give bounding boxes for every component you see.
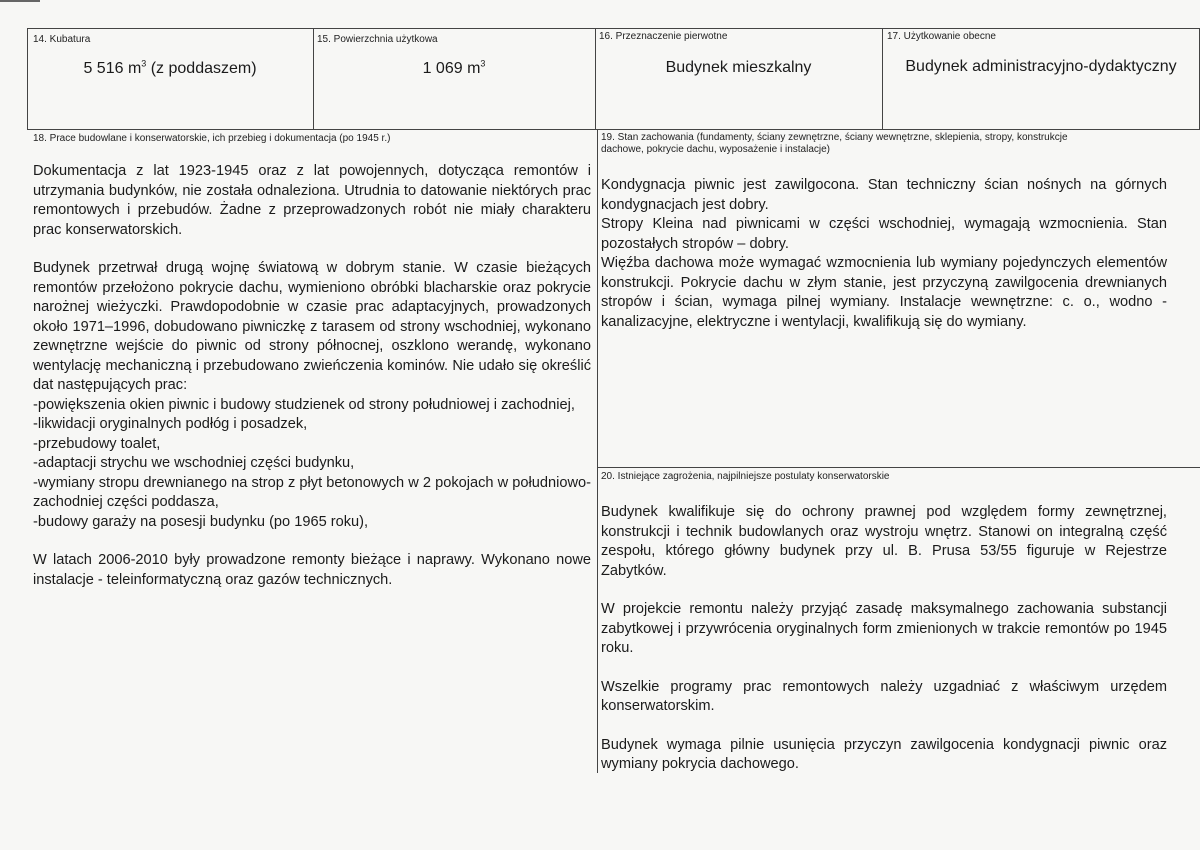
form-sheet [27, 28, 1200, 773]
prace-paragraph-3: W latach 2006-2010 były prowadzone remonty bieżące i naprawy. Wykonano nowe instalacje - teleinformatyczną oraz gazów technicznych. [33, 552, 591, 588]
stan-paragraph-1: Kondygnacja piwnic jest zawilgocona. Stan techniczny ścian nośnych na górnych kondygnacjach jest dobry. [601, 177, 1167, 213]
uzytkowanie-label: 17. Użytkowanie obecne [887, 31, 996, 42]
zagrozenia-paragraph-4: Budynek wymaga pilnie usunięcia przyczyn zawilgocenia kondygnacji piwnic oraz wymiany pokrycia dachowego. [601, 736, 1167, 772]
kubatura-value-suffix: (z poddaszem) [146, 60, 257, 77]
prace-paragraph-1: Dokumentacja z lat 1923-1945 oraz z lat powojennych, dotycząca remontów i utrzymania budynków, nie została odnaleziona. Utrudnia to datowanie niektórych prac remontowych i przebudów. Żadne z przeprowadzonych robót nie miały charakteru prac konserwatorskich. [33, 163, 591, 238]
list-item: -likwidacji oryginalnych podłóg i posadzek, [33, 416, 308, 432]
section-19-20-divider [597, 467, 1200, 468]
prace-paragraph-2: Budynek przetrwał drugą wojnę światową w dobrym stanie. W czasie bieżących remontów przełożono pokrycie dachu, wymieniono obróbki blacharskie oraz pokrycie narożnej wieżyczki. Prawdopodobnie w czasie prac adaptacyjnych, prowadzonych około 1971–1996, dobudowano piwniczkę z tarasem od strony wschodniej, wykonano zewnętrzne wejście do piwnic od strony północnej, oszklono werandę, wykonano wentylację mechaniczną i przebudowano zwieńczenia kominów. Nie udało się określić dat następujących prac: [33, 260, 591, 393]
zagrozenia-paragraph-1: Budynek kwalifikuje się do ochrony prawnej pod względem formy zewnętrznej, konstrukcji i technik budowlanych oraz wystroju wnętrz. Stanowi on integralną część zespołu, którego główny budynek przy ul. B. Prusa 53/55 figuruje w Rejestrze Zabytków. [601, 504, 1167, 579]
col-divider-3 [882, 28, 883, 129]
list-item: -budowy garaży na posesji budynku (po 1965 roku), [33, 513, 369, 530]
lower-center-divider [597, 129, 598, 773]
list-item: -powiększenia okien piwnic i budowy studzienek od strony południowej i zachodniej, [33, 396, 575, 413]
prace-label: 18. Prace budowlane i konserwatorskie, ich przebieg i dokumentacja (po 1945 r.) [33, 133, 391, 144]
stan-paragraph-2: Stropy Kleina nad piwnicami w części wschodniej, wymagają wzmocnienia. Stan pozostałych stropów – dobry. [601, 216, 1167, 252]
zagrozenia-label: 20. Istniejące zagrożenia, najpilniejsze postulaty konserwatorskie [601, 471, 890, 482]
zagrozenia-paragraph-3: Wszelkie programy prac remontowych należy uzgadniać z właściwym urzędem konserwatorskim. [601, 678, 1167, 714]
prace-undated-works-list [33, 396, 591, 533]
stan-label: 19. Stan zachowania (fundamenty, ściany zewnętrzne, ściany wewnętrzne, sklepienia, stropy, konstrukcje dachowe, pokrycie dachu, wyposażenie i instalacje) [601, 132, 1068, 155]
kubatura-value-unit-exponent: 3 [141, 58, 147, 69]
list-item: -przebudowy toalet, [33, 435, 161, 452]
powierzchnia-value-unit-exponent: 3 [480, 58, 486, 69]
powierzchnia-value-main: 1 069 m [422, 60, 481, 77]
table-top-border [27, 28, 1200, 29]
powierzchnia-label: 15. Powierzchnia użytkowa [317, 34, 438, 45]
scan-corner-mark [0, 0, 40, 2]
kubatura-value-main: 5 516 m [83, 60, 142, 77]
list-item: -adaptacji strychu we wschodniej części budynku, [33, 455, 355, 471]
prace-body [33, 162, 591, 590]
powierzchnia-value [313, 59, 595, 79]
zagrozenia-body [601, 503, 1167, 775]
kubatura-label: 14. Kubatura [33, 34, 91, 45]
row1-bottom-border [27, 129, 1200, 130]
stan-paragraph-3: Więźba dachowa może wymagać wzmocnienia lub wymiany pojedynczych elementów konstrukcji. Pokrycie dachu w złym stanie, jest przyczyną zawilgocenia drewnianych stropów i ścian, wymaga pilnej wymiany. Instalacje wewnętrzne: c. o., wodno - kanalizacyjne, elektryczne i wentylacji, kwalifikują się do wymiany. [601, 255, 1167, 330]
uzytkowanie-value: Budynek administracyjno-dydaktyczny [905, 58, 1177, 75]
stan-body [601, 176, 1167, 332]
col-divider-2 [595, 28, 596, 129]
list-item: -wymiany stropu drewnianego na strop z płyt betonowych w 2 pokojach w południowo-zachodniej części poddasza, [33, 474, 591, 510]
przeznaczenie-label: 16. Przeznaczenie pierwotne [599, 31, 728, 42]
zagrozenia-paragraph-2: W projekcie remontu należy przyjąć zasadę maksymalnego zachowania substancji zabytkowej i przywrócenia oryginalnych form zmienionych w trakcie remontów po 1945 roku. [601, 601, 1167, 656]
przeznaczenie-value: Budynek mieszkalny [665, 59, 812, 76]
kubatura-value [27, 59, 313, 79]
